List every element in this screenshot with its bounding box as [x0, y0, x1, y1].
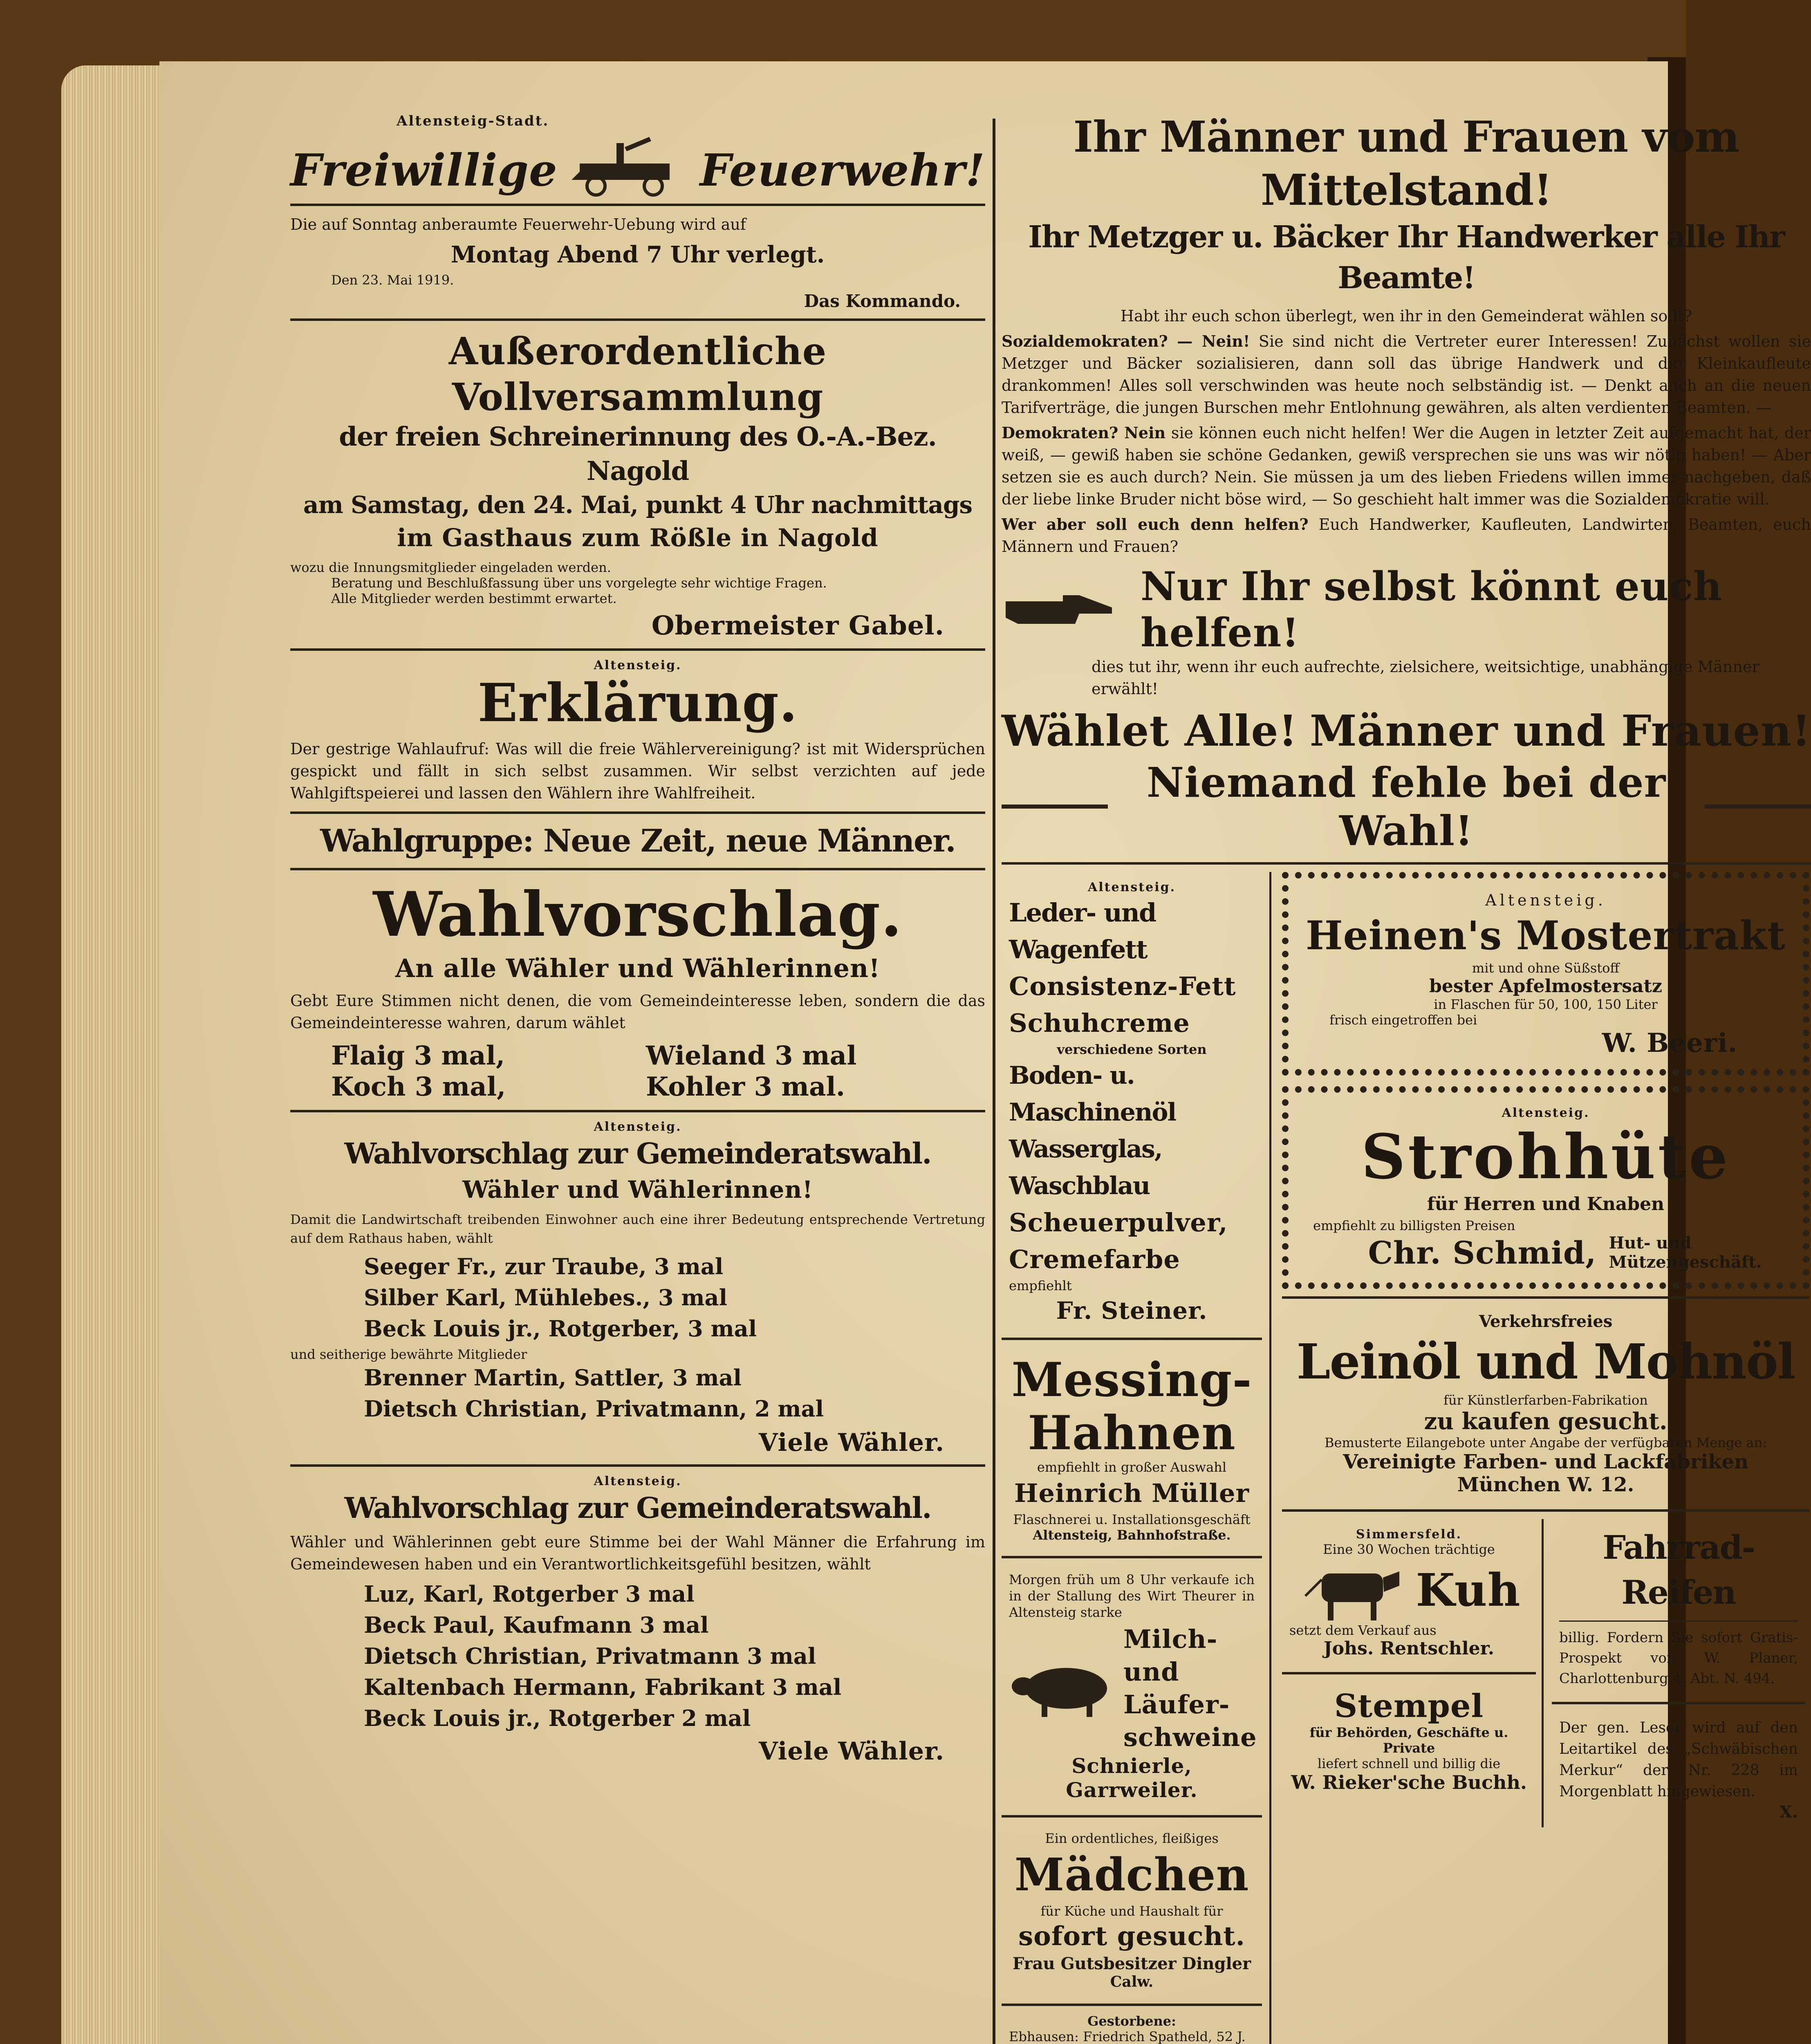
fahrrad-ad — [1552, 1519, 1805, 1694]
rule — [290, 318, 985, 321]
maedchen-sign: Frau Gutsbesitzer Dingler — [1012, 1954, 1251, 1973]
vv-line3: am Samstag, den 24. Mai, punkt 4 Uhr nachmittags — [303, 491, 973, 519]
steiner-empfiehlt: empfiehlt — [1009, 1278, 1072, 1293]
g1-title: Wahlvorschlag zur Gemeinderatswahl. — [344, 1136, 931, 1170]
heinen-place: Altensteig. — [1485, 891, 1606, 909]
feuerwehr-sign: Das Kommando. — [804, 291, 961, 311]
candidate-kohler: Kohler 3 mal. — [646, 1071, 845, 1102]
steiner-item: Consistenz-Fett — [1009, 971, 1236, 1001]
candidate-flaig: Flaig 3 mal, — [331, 1040, 505, 1071]
heinen-sign: W. Beeri. — [1602, 1028, 1737, 1058]
kuh-sign: Johs. Rentschler. — [1323, 1638, 1495, 1659]
nur-ihr-headline: Nur Ihr selbst könnt euch helfen! — [1141, 563, 1722, 656]
vv-sign: Obermeister Gabel. — [651, 610, 944, 641]
appeal-wer-lead: Wer aber soll euch denn helfen? — [1002, 515, 1309, 533]
g1-place: Altensteig. — [594, 1120, 682, 1134]
stempel-text: liefert schnell und billig die — [1317, 1756, 1501, 1771]
rule — [290, 1110, 985, 1112]
kuh-place: Simmersfeld. — [1356, 1527, 1462, 1542]
schweine-sign: Schnierle, Garrweiler. — [1066, 1754, 1198, 1802]
g1-sub: Wähler und Wählerinnen! — [462, 1176, 813, 1204]
appeal-dm-lead: Demokraten? Nein — [1002, 424, 1166, 442]
stempel-text: für Behörden, Geschäfte u. Private — [1309, 1725, 1508, 1756]
leinoel-gesucht: zu kaufen gesucht. — [1424, 1408, 1668, 1435]
wahlvorschlag-sub: An alle Wähler und Wählerinnen! — [395, 953, 881, 983]
wahlgruppe-title: Wahlgruppe: Neue Zeit, neue Männer. — [320, 823, 955, 859]
nur-ihr-text: dies tut ihr, wenn ihr euch aufrechte, zielsichere, weitsichtige, unabhängige Männer erwählt! — [1092, 658, 1759, 698]
kuh-stempel-column — [1282, 1519, 1544, 1827]
rule — [1002, 1338, 1262, 1340]
g2-candidate: Beck Paul, Kaufmann 3 mal — [364, 1612, 709, 1638]
rule — [1705, 805, 1811, 809]
leinoel-sign: Vereinigte Farben- und Lackfabriken — [1343, 1450, 1748, 1473]
ad-column-narrow — [1002, 872, 1271, 2044]
candidate-koch: Koch 3 mal, — [331, 1071, 506, 1102]
schweine-title: schweine — [1123, 1722, 1257, 1752]
maedchen-ad — [1002, 1825, 1262, 1996]
vv-line2: der freien Schreinerinnung des O.-A.-Bez. Nagold — [339, 421, 937, 486]
g1-candidate: Silber Karl, Mühlebes., 3 mal — [364, 1284, 727, 1311]
rule — [1002, 862, 1811, 865]
kuh-text: setzt dem Verkauf aus — [1289, 1623, 1437, 1638]
g2-text: Wähler und Wählerinnen gebt eure Stimme bei der Wahl Männer die Erfahrung im Gemeindewesen haben und ein Verantwortlichkeitsgefühl besitzen, wählt — [290, 1533, 985, 1573]
newspaper-page — [159, 61, 1811, 2044]
maedchen-text: Ein ordentliches, fleißiges — [1045, 1831, 1219, 1846]
rule — [290, 868, 985, 870]
gemeinderat-list-2 — [290, 1474, 985, 1766]
appeal-wer-text: Euch Handwerker, Kaufleuten, Landwirten, Beamten, euch Männern und Frauen? — [1002, 515, 1811, 556]
g2-place: Altensteig. — [594, 1474, 682, 1488]
rule — [1282, 1509, 1809, 1512]
steiner-ad — [1002, 872, 1262, 1330]
fahrrad-leser-column — [1552, 1519, 1805, 1827]
feuerwehr-text: Die auf Sonntag anberaumte Feuerwehr-Uebung wird auf — [290, 215, 746, 233]
appeal-heading1: Ihr Männer und Frauen vom Mittelstand! — [1073, 112, 1739, 215]
heinen-text: frisch eingetroffen bei — [1329, 1012, 1477, 1028]
messing-ad — [1002, 1347, 1262, 1549]
stempel-title: Stempel — [1334, 1688, 1484, 1725]
maedchen-title: Mädchen — [1014, 1848, 1249, 1901]
cow-icon — [1297, 1557, 1403, 1623]
wahlgruppe-notice — [290, 821, 985, 1103]
rule — [290, 811, 985, 814]
heinen-title: Heinen's Mostertrakt — [1305, 912, 1786, 959]
strohhuete-text: für Herren und Knaben — [1427, 1194, 1665, 1215]
g1-candidate: Beck Louis jr., Rotgerber, 3 mal — [364, 1316, 757, 1342]
feuerwehr-notice — [290, 113, 985, 311]
steiner-item: Scheuerpulver, — [1009, 1208, 1228, 1237]
g2-candidate: Beck Louis jr., Rotgerber 2 mal — [364, 1705, 751, 1731]
fahrrad-title: Fahrrad-Reifen — [1603, 1528, 1755, 1611]
rule — [1002, 1815, 1262, 1818]
leser-notice — [1552, 1712, 1805, 1827]
erklaerung-place: Altensteig. — [594, 658, 682, 672]
gestorbene-text: Ebhausen: Friedrich Spatheld, 52 J. — [1009, 2029, 1246, 2044]
strohhuete-text: empfiehlt zu billigsten Preisen — [1313, 1218, 1515, 1233]
maenner-und-frauen: Männer und Frauen! — [1309, 706, 1811, 756]
steiner-item: Schuhcreme — [1009, 1008, 1190, 1038]
leser-x: X. — [1780, 1802, 1798, 1822]
appeal-dm-text: sie können euch nicht helfen! Wer die Augen in letzter Zeit aufgemacht hat, der weiß, — gewiß haben sie schöne Gedanken, gewiß versprechen sie uns was wir nötig haben! — Aber setzen sie es auch durch? Nein. Sie müssen ja um des lieben Friedens willen immer nachgeben, daß der liebe linke Bruder nicht böse wird, — So geschieht halt immer was die Sozialdemokratie will. — [1002, 424, 1811, 508]
mittelstand-appeal — [1002, 110, 1811, 855]
schweine-title: Milch- und — [1123, 1624, 1218, 1687]
g1-candidate: Seeger Fr., zur Traube, 3 mal — [364, 1253, 724, 1280]
strohhuete-sign: Chr. Schmid, — [1368, 1234, 1597, 1271]
g2-title: Wahlvorschlag zur Gemeinderatswahl. — [344, 1491, 931, 1525]
pig-icon — [1009, 1652, 1119, 1725]
fahrrad-text: billig. Fordern Sie sofort Gratis-Prospekt von W. Planer, Charlottenburg 4. Abt. N. 494. — [1559, 1629, 1798, 1687]
feuerwehr-place: Altensteig-Stadt. — [397, 113, 549, 129]
leinoel-ad — [1282, 1306, 1809, 1502]
heinen-text: mit und ohne Süßstoff — [1472, 960, 1620, 976]
leinoel-sign: München W. 12. — [1457, 1473, 1634, 1496]
leser-text: Der gen. Leser wird auf den Leitartikel des „Schwäbischen Merkur“ der Nr. 228 im Morgenblatt hingewiesen. — [1559, 1719, 1798, 1800]
erklaerung-text: Der gestrige Wahlaufruf: Was will die freie Wählervereinigung? ist mit Widersprüchen gespickt und fällt in sich selbst zusammen. Wir selbst verzichten auf jede Wahlgiftspeierei und lassen den Wählern ihre Wahlfreiheit. — [290, 740, 985, 802]
messing-text: Flaschnerei u. Installationsgeschäft — [1013, 1512, 1251, 1527]
vv-text2: Beratung und Beschlußfassung über uns vorgelegte sehr wichtige Fragen. — [331, 575, 827, 591]
vv-text3: Alle Mitglieder werden bestimmt erwartet. — [331, 591, 617, 606]
kuh-text: Eine 30 Wochen trächtige — [1323, 1542, 1495, 1557]
kuh-ad — [1282, 1519, 1536, 1665]
messing-sign: Heinrich Müller — [1014, 1478, 1250, 1508]
stempel-sign: W. Rieker'sche Buchh. — [1291, 1771, 1527, 1793]
rule — [290, 1464, 985, 1467]
appeal-sd-lead: Sozialdemokraten? — Nein! — [1002, 332, 1250, 350]
vv-line4: im Gasthaus zum Rößle in Nagold — [397, 524, 879, 552]
ad-column-wide — [1282, 872, 1809, 2044]
g2-sign: Viele Wähler. — [759, 1737, 944, 1766]
steiner-item: Wasserglas, Waschblau — [1009, 1135, 1162, 1200]
schweine-title: Läufer- — [1123, 1690, 1230, 1719]
appeal-sd-text: Sie sind nicht die Vertreter eurer Interessen! Zunächst wollen sie Metzger und Bäcker sozialisieren, dann soll das übrige Handwerk und die Kleinkaufleute drankommen! Alles soll verschwinden was heute noch selbständig ist. — Denkt auch an die neuen Tarifverträge, die jungen Burschen mehr Entlohnung gewähren, als alten verdienten Beamten. — — [1002, 332, 1811, 417]
schreinerinnung-notice — [290, 328, 985, 641]
g1-mid: und seitherige bewährte Mitglieder — [290, 1347, 527, 1362]
vv-text1: wozu die Innungsmitglieder eingeladen werden. — [290, 560, 611, 575]
steiner-item: verschiedene Sorten — [1057, 1042, 1207, 1057]
g1-sign: Viele Wähler. — [759, 1428, 944, 1457]
rule — [1282, 1672, 1536, 1674]
messing-title2: Hahnen — [1028, 1405, 1236, 1460]
strohhuete-tail: Hut- und Mützengeschäft. — [1609, 1233, 1762, 1272]
erklaerung-title: Erklärung. — [477, 672, 798, 734]
steiner-item: Cremefarbe — [1009, 1244, 1180, 1274]
candidate-wieland: Wieland 3 mal — [646, 1040, 857, 1071]
right-column — [1002, 110, 1811, 2044]
messing-text: empfiehlt in großer Auswahl — [1037, 1459, 1227, 1475]
rule — [290, 648, 985, 651]
g1-candidate: Dietsch Christian, Privatmann, 2 mal — [364, 1396, 824, 1422]
rule — [1002, 805, 1108, 809]
niemand-fehle: Niemand fehle bei der Wahl! — [1146, 758, 1666, 855]
messing-text: Altensteig, Bahnhofstraße. — [1033, 1527, 1231, 1543]
strohhuete-ad — [1282, 1086, 1809, 1289]
g1-candidate: Brenner Martin, Sattler, 3 mal — [364, 1365, 742, 1391]
leinoel-text: Bemusterte Eilangebote unter Angabe der verfügbaren Menge an: — [1325, 1435, 1767, 1450]
maedchen-city: Calw. — [1110, 1973, 1154, 1990]
gestorbene-heading: Gestorbene: — [1087, 2013, 1176, 2029]
rule — [1002, 1556, 1262, 1558]
messing-title1: Messing- — [1011, 1352, 1252, 1407]
rule — [290, 204, 985, 206]
feuerwehr-title-right: Feuerwehr! — [699, 145, 985, 196]
left-column — [290, 110, 985, 1766]
rule — [1282, 1296, 1809, 1299]
feuerwehr-time: Montag Abend 7 Uhr verlegt. — [451, 241, 825, 268]
pointing-hand-icon — [1002, 589, 1116, 630]
schweine-ad — [1002, 1566, 1262, 1808]
leinoel-title: Leinöl und Mohnöl — [1296, 1333, 1795, 1390]
erklaerung-notice — [290, 658, 985, 804]
vv-line1: Außerordentliche Vollversammlung — [448, 329, 827, 419]
feuerwehr-date: Den 23. Mai 1919. — [331, 272, 454, 288]
gestorbene-notice — [1002, 2013, 1262, 2044]
steiner-item: Leder- und Wagenfett — [1009, 898, 1156, 964]
wahlvorschlag-text: Gebt Eure Stimmen nicht denen, die vom Gemeindeinteresse leben, sondern die das Gemeindeinteresse wahren, darum wählet — [290, 992, 985, 1032]
stempel-ad — [1282, 1682, 1536, 1799]
maedchen-text: für Küche und Haushalt für — [1040, 1903, 1223, 1919]
column-divider — [993, 119, 995, 2044]
wahlvorschlag-title: Wahlvorschlag. — [373, 879, 903, 950]
rule — [1552, 1702, 1805, 1704]
kuh-title: Kuh — [1416, 1563, 1521, 1616]
schweine-text: Morgen früh um 8 Uhr verkaufe ich in der Stallung des Wirt Theurer in Altensteig starke — [1009, 1572, 1255, 1620]
rule — [1002, 2004, 1262, 2006]
g2-candidate: Luz, Karl, Rotgerber 3 mal — [364, 1581, 695, 1607]
gemeinderat-list-1 — [290, 1120, 985, 1457]
maedchen-sofort: sofort gesucht. — [1018, 1921, 1245, 1952]
strohhuete-title: Strohhüte — [1361, 1121, 1730, 1193]
heinen-text: in Flaschen für 50, 100, 150 Liter — [1434, 997, 1658, 1012]
fire-engine-icon — [567, 135, 690, 196]
steiner-sign: Fr. Steiner. — [1056, 1297, 1208, 1325]
g1-text: Damit die Landwirtschaft treibenden Einwohner auch eine ihrer Bedeutung entsprechende Vertretung auf dem Rathaus haben, wählt — [290, 1212, 985, 1246]
feuerwehr-title-left: Freiwillige — [290, 145, 558, 196]
leinoel-text: für Künstlerfarben-Fabrikation — [1443, 1392, 1648, 1408]
rule — [1559, 1620, 1798, 1622]
heinen-ad — [1282, 872, 1809, 1076]
strohhuete-place: Altensteig. — [1502, 1106, 1590, 1120]
appeal-heading2: Ihr Metzger u. Bäcker Ihr Handwerker alle Ihr Beamte! — [1028, 220, 1784, 296]
heinen-text: bester Apfelmostersatz — [1429, 976, 1662, 997]
waehlet-alle: Wählet Alle! — [1002, 706, 1298, 756]
book-page-edges — [61, 65, 176, 2044]
steiner-place: Altensteig. — [1087, 880, 1176, 894]
g2-candidate: Kaltenbach Hermann, Fabrikant 3 mal — [364, 1674, 842, 1700]
g2-candidate: Dietsch Christian, Privatmann 3 mal — [364, 1643, 816, 1669]
leinoel-pre: Verkehrsfreies — [1479, 1312, 1613, 1331]
appeal-question: Habt ihr euch schon überlegt, wen ihr in den Gemeinderat wählen sollt? — [1120, 307, 1692, 325]
steiner-item: Boden- u. Maschinenöl — [1009, 1061, 1176, 1127]
